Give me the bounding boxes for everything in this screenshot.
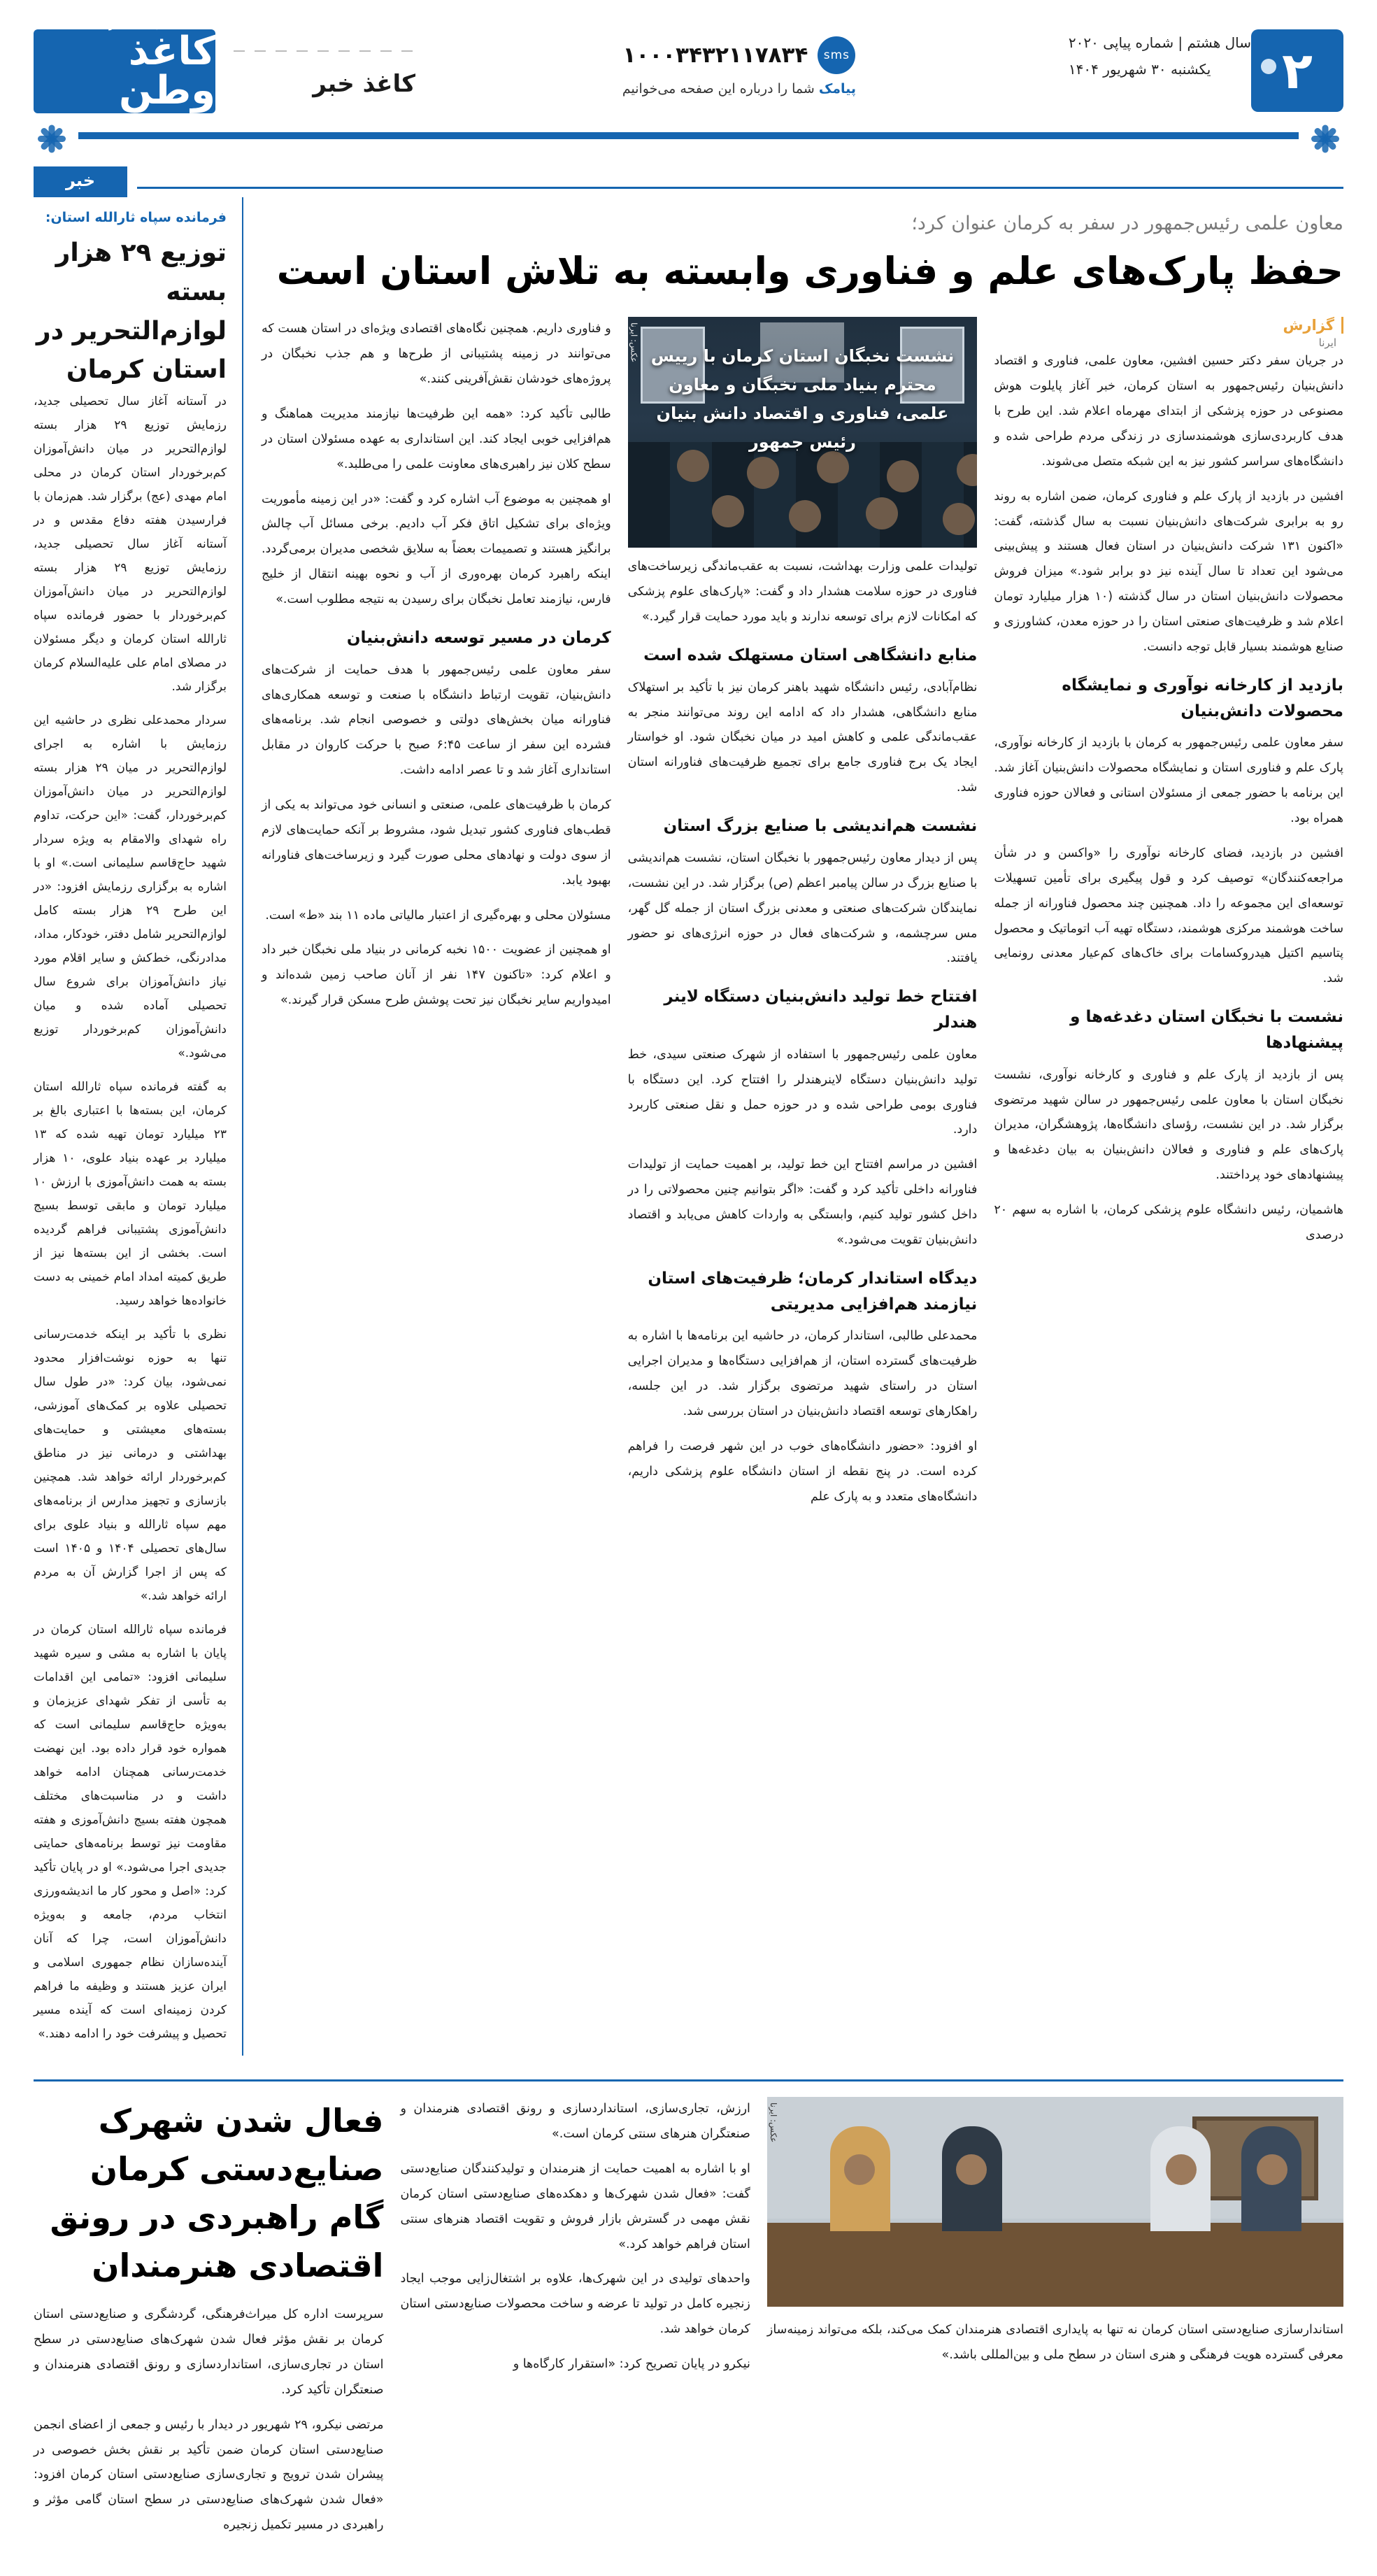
lead-photo [628, 317, 978, 548]
logo-tagline-bottom: روزنامه صبح پیام‌رسان استان کرمان و ایران [48, 115, 201, 124]
page-number: ۲ [1282, 41, 1313, 100]
lead-col-1-paragraph: هاشمیان، رئیس دانشگاه علوم پزشکی کرمان، با اشاره به سهم ۲۰ درصدی [994, 1203, 1343, 1242]
lead-col-2-paragraph: تولیدات علمی وزارت بهداشت، نسبت به عقب‌ماندگی زیرساخت‌های فناوری در حوزه سلامت هشدار داد و گفت: «پارک‌های علوم پزشکی که امکانات لازم برای توسعه ندارند و باید مورد حمایت قرار گیرد.» [627, 560, 978, 625]
section-strip [0, 154, 1377, 197]
bottom-photo-col [767, 2097, 1343, 2548]
logo-tagline-top: اجتماعی، فرهنگی [85, 18, 164, 31]
lead-col-2-paragraph: او افزود: «حضور دانشگاه‌های خوب در این شهر فرصت را فراهم کرده است. در پنج نقطه از استان دانشگاه علوم پزشکی داریم، دانشگاه‌های متعدد و به پارک علم [627, 1439, 978, 1504]
lead-col-3-subheading: کرمان در مسیر توسعه دانش‌بنیان [346, 628, 611, 647]
lead-col-2-paragraph: نظام‌آبادی، رئیس دانشگاه شهید باهنر کرمان نیز با تأکید بر استهلاک منابع دانشگاهی، هشدار داد که ادامه این روند می‌توانند منجر به عقب‌ماندگی علمی و کاهش امید در میان نخبگان شود. او خواستار ایجاد یک برج فناوری جامع برای تجمیع ظرفیت‌های فناورانه استان شد. [627, 680, 978, 795]
report-source: ایرنا [1318, 336, 1336, 350]
lead-col-2-body [628, 555, 978, 1509]
lead-col-3-paragraph: طالبی تأکید کرد: «همه این ظرفیت‌ها نیازمند مدیریت هماهنگ و هم‌افزایی خوبی ایجاد کند. این استانداری به عهده مسئولان استان در سطح کلان نیز راهبری‌های معاونت علمی را می‌طلبد.» [261, 406, 611, 471]
sidebar-paragraph: نظری با تأکید بر اینکه خدمت‌رسانی تنها به حوزه نوشت‌افزار محدود نمی‌شود، بیان کرد: «در طول سال تحصیلی علاوه بر کمک‌های آموزشی، بسته‌های معیشتی و حمایت‌های بهداشتی و درمانی نیز در مناطق کم‌برخوردار ارائه خواهد شد. همچنین بازسازی و تجهیز مدارس از برنامه‌های مهم سپاه ثارالله و بنیاد علوی برای سال‌های تحصیلی ۱۴۰۴ و ۱۴۰۵ است که پس از اجرا گزارش آن به مردم ارائه خواهد شد.» [34, 1328, 227, 1604]
lead-col-2-subheading: نشست هم‌اندیشی با صنایع بزرگ استان [663, 817, 978, 836]
lead-col-1-paragraph: افشین در بازدید از پارک علم و فناوری کرمان، ضمن اشاره به روند رو به برابری شرکت‌های دانش‌بنیان نسبت به سال گذشته، گفت: «اکنون ۱۳۱ شرکت دانش‌بنیان در استان فعال هستند و پیش‌بینی می‌شود این تعداد تا سال آینده نیز دو برابر شود.» میزان فروش محصولات دانش‌بنیان استان در سال گذشته (۱۰ هزار میلیارد تومان اعلام شد و ظرفیت‌های صنعتی استان را در حوزه معدن، کشاورزی و صنایع هوشمند بسیار قابل توجه دانست. [994, 489, 1343, 654]
section-rule [137, 166, 1343, 189]
flower-icon-right [34, 118, 70, 154]
lead-photo-overlay-title: نشست نخبگان استان کرمان با رییس محترم بنیاد ملی نخبگان و معاون علمی، فناوری و اقتصاد دانش بنیان رئیس جمهور [650, 346, 955, 452]
lead-headline: حفظ پارک‌های علم و فناوری وابسته به تلاش استان است [276, 249, 1343, 293]
bottom-story [0, 2079, 1377, 2548]
report-tag: گزارش [994, 317, 1343, 334]
masthead [0, 0, 1377, 124]
sidebar-body [34, 390, 227, 2046]
bottom-col-1-paragraph: استاندارسازی صنایع‌دستی استان کرمان نه تنها به پایداری اقتصادی هنرمندان کمک می‌کند، بلکه می‌تواند زمینه‌ساز معرفی گسترده هویت فرهنگی و هنری استان در سطح ملی و بین‌المللی باشد.» [766, 2323, 1343, 2363]
sms-number: ۱۰۰۰۳۴۳۲۱۱۷۸۳۴ [622, 43, 808, 68]
masthead-divider [0, 118, 1377, 154]
dashed-divider [234, 50, 422, 52]
main-content [0, 197, 1377, 2056]
bottom-photo [767, 2097, 1343, 2307]
bottom-col-2-body [400, 2097, 750, 2377]
sidebar-kicker: فرمانده سپاه ثارالله استان: [45, 210, 227, 225]
logo-wordmark: کاغذ وطن [119, 29, 215, 113]
lead-col-3 [262, 317, 611, 1519]
sidebar-paragraph: به گفته فرمانده سپاه ثارالله استان کرمان، این بسته‌ها با اعتباری بالغ بر ۲۳ میلیارد تومان تهیه شده که ۱۳ میلیارد بر عهده بنیاد علوی، ۱۰ هزار بسته به همت دانش‌آموزی با ارزش ۱۰ میلیارد تومان و مابقی توسط بسیج دانش‌آموزی پشتیبانی فراهم گردیده است. بخشی از این بسته‌ها نیز از طریق کمیته امداد امام خمینی به دست خانواده‌ها خواهد رسید. [34, 1080, 227, 1309]
issue-meta [1056, 29, 1251, 83]
sidebar-paragraph: سردار محمدعلی نظری در حاشیه این رزمایش با اشاره به اجرای لوازم‌التحریر در میان ۲۹ هزار بسته لوازم‌التحریر در میان دانش‌آموزان کم‌برخوردار، گفت: «این حرکت، تداوم راه شهدای والامقام به ویژه سردار شهید حاج‌قاسم سلیمانی است.» او با اشاره به برگزاری رزمایش افزود: «در این طرح ۲۹ هزار بسته کامل لوازم‌التحریر شامل دفتر، خودکار، مداد، مدادرنگی، خط‌کش و سایر اقلام مورد نیاز دانش‌آموزان برای شروع سال تحصیلی آماده شده و میان دانش‌آموزان کم‌برخوردار توزیع می‌شود.» [34, 713, 227, 1061]
lead-col-3-paragraph: و فناوری داریم. همچنین نگاه‌های اقتصادی ویژه‌ای در استان هست که می‌توانند در زمینه پشتیبانی از طرح‌ها و هم جذب نخبگان در پروژه‌های خودشان نقش‌آفرینی کنند.» [261, 322, 611, 387]
sms-note [622, 81, 856, 97]
lead-col-1-subheading: بازدید از کارخانه نوآوری و نمایشگاه محصولات دانش‌بنیان [1062, 676, 1343, 720]
crescent-moon-icon [1261, 59, 1276, 74]
lead-story [262, 197, 1343, 2056]
lead-col-3-body [262, 317, 611, 1013]
bottom-col-2-paragraph: واحدهای تولیدی در این شهرک‌ها، علاوه بر اشتغال‌زایی موجب ایجاد زنجیره کامل در تولید تا عرضه و ساخت محصولات صنایع‌دستی استان کرمان خواهد شد. [400, 2272, 750, 2337]
lead-col-1 [994, 317, 1343, 1519]
bottom-columns [34, 2097, 1343, 2548]
sidebar-paragraph: فرمانده سپاه ثارالله استان کرمان در پایان با اشاره به مشی و سیره شهید سلیمانی افزود: «تمامی این اقدامات به تأسی از تفکر شهدای عزیزمان و به‌ویژه حاج‌قاسم سلیمانی است که همواره خود قرار داده بود. این نهضت خدمت‌رسانی همچنان ادامه خواهد داشت و در مناسبت‌های مختلف همچون هفته بسیج دانش‌آموزی و هفته مقاومت نیز توسط برنامه‌های حمایتی جدیدی اجرا می‌شود.» او در پایان تأکید کرد: «اصل و محور کار ما اندیشه‌ورزی انتخاب مردم، جامعه و به‌ویژه دانش‌آموزان است، چرا که آنان آینده‌سازان نظام جمهوری اسلامی و ایران عزیز هستند و وظیفه ما فراهم کردن زمینه‌ای است که آینده مسیر تحصیل و پیشرفت خود را ادامه دهند.» [34, 1623, 227, 2042]
lead-col-2-subheading: دیدگاه استاندار کرمان؛ ظرفیت‌های استان نیازمند هم‌افزایی مدیریتی [648, 1269, 978, 1314]
lead-col-3-paragraph: سفر معاون علمی رئیس‌جمهور با هدف حمایت از شرکت‌های دانش‌بنیان، تقویت ارتباط دانشگاه با صنعت و توسعه همکاری‌های فناورانه میان بخش‌های دولتی و خصوصی انجام شد. برنامه‌های فشرده این سفر از ساعت ۶:۴۵ صبح با حرکت کاروان در مقابل استانداری آغاز شد و تا عصر ادامه داشت. [261, 662, 611, 778]
sms-note-label: پیامک [818, 81, 857, 97]
bottom-col-3-paragraph: سرپرست اداره کل میراث‌فرهنگی، گردشگری و صنایع‌دستی استان کرمان بر نقش مؤثر فعال شدن شهرک‌های صنایع‌دستی در سطح استان در تجاری‌سازی، استانداردسازی و رونق اقتصادی هنرمندان و صنعتگران تأکید کرد. [33, 2307, 384, 2397]
lead-col-2-subheading: افتتاح خط تولید دانش‌بنیان دستگاه لاینر هندلر [664, 988, 978, 1032]
lead-kicker: معاون علمی رئیس‌جمهور در سفر به کرمان عنوان کرد؛ [911, 213, 1343, 234]
bottom-col-2-paragraph: ارزش، تجاری‌سازی، استانداردسازی و رونق اقتصادی هنرمندان و صنعتگران هنرهای سنتی کرمان است.» [400, 2102, 750, 2142]
bottom-col-2 [400, 2097, 750, 2548]
lead-col-3-paragraph: او همچنین از عضویت ۱۵۰۰ نخبه کرمانی در بنیاد ملی نخبگان خبر داد و اعلام کرد: «تاکنون ۱۴۷ نفر از آنان صاحب زمین شده‌اند و امیدواریم سایر نخبگان نیز تحت پوشش طرح مسکن قرار گیرند.» [261, 943, 611, 1008]
page-title: کاغذ خبر [313, 70, 415, 98]
bottom-col-2-paragraph: نیکرو در پایان تصریح کرد: «استقرار کارگاه‌ها و [513, 2357, 750, 2372]
lead-col-2-paragraph: معاون علمی رئیس‌جمهور با استفاده از شهرک صنعتی سیدی، خط تولید دانش‌بنیان دستگاه لاینرهندلر را افتتاح کرد. این دستگاه با فناوری بومی طراحی شده و در حوزه حمل و نقل صنعتی کاربرد دارد. [627, 1047, 978, 1137]
lead-col-3-paragraph: کرمان با ظرفیت‌های علمی، صنعتی و انسانی خود می‌تواند به یکی از قطب‌های فناوری کشور تبدیل شود، مشروط بر آنکه حمایت‌های لازم از سوی دولت و نهادهای محلی صورت گیرد و زیرساخت‌های فناورانه بهبود یابد. [261, 798, 611, 888]
bottom-col-3-paragraph: مرتضی نیکرو، ۲۹ شهریور در دیدار با رئیس و جمعی از اعضای انجمن صنایع‌دستی استان کرمان ضمن تأکید بر نقش بخش خصوصی در پیشران شدن ترویج و تجاری‌سازی صنایع‌دستی استان کرمان افزود: «فعال شدن شهرک‌های صنایع‌دستی در سطح استان گامی مؤثر و راهبردی در مسیر تکمیل زنجیره [33, 2417, 384, 2533]
sms-block [422, 29, 1056, 97]
flower-icon-left [1307, 118, 1343, 154]
lead-col-1-paragraph: پس از بازدید از پارک علم و فناوری و کارخانه نوآوری، نشست نخبگان استان با معاون علمی رئیس‌جمهور در سالن شهید مرتضوی برگزار شد. در این نشست، رؤسای دانشگاه‌ها، پژوهشگران، مدیران پارک‌های علم و فناوری و فعالان دانش‌بنیان به بیان دغدغه‌ها و پیشنهادهای خود پرداختند. [994, 1067, 1343, 1183]
paper-section-title [234, 29, 422, 98]
lead-col-3-paragraph: او همچنین به موضوع آب اشاره کرد و گفت: «در این زمینه مأموریت ویژه‌ای برای تشکیل اتاق فکر آب دادیم. برخی مسائل آب چالش برانگیز هستند و تصمیمات بعضاً به سلایق شخصی مدیران برمی‌گردد. اینکه راهبرد کرمان بهره‌وری از آب و نحوه بهینه انتقال از خلیج فارس، نیازمند تعامل نخبگان برای رسیدن به نتیجه مطلوب است.» [261, 492, 611, 607]
sms-note-text: شما را درباره این صفحه می‌خوانیم [622, 81, 815, 97]
sms-icon: sms [818, 36, 855, 74]
lead-col-3-paragraph: مسئولان محلی و بهره‌گیری از اعتبار مالیاتی ماده ۱۱ بند «ط» است. [265, 908, 611, 923]
issue-series: سال هشتم | شماره پیاپی ۲۰۲۰ [1068, 34, 1251, 51]
bottom-col-2-paragraph: او با اشاره به اهمیت حمایت از هنرمندان و تولیدکنندگان صنایع‌دستی گفت: «فعال شدن شهرک‌ها و دهکده‌های صنایع‌دستی استان کرمان نقش مهمی در گسترش بازار فروش و تقویت اقتصاد هنرهای سنتی استان فراهم خواهد کرد.» [400, 2161, 750, 2251]
lead-col-2-subheading: منابع دانشگاهی استان مستهلک شده است [643, 646, 978, 664]
lead-col-1-paragraph: در جریان سفر دکتر حسین افشین، معاون علمی، فناوری و اقتصاد دانش‌بنیان رئیس‌جمهور به استان کرمان، خبر آغاز پایلوت هوش مصنوعی در حوزه پزشکی از ابتدای مهرماه اعلام شد. این طرح با هدف کاربردی‌سازی هوشمندسازی در زندگی مردم طراحی شده و دانشگاه‌های سراسر کشور نیز به این شبکه متصل می‌شوند. [994, 354, 1343, 469]
sidebar-paragraph: در آستانه آغاز سال تحصیلی جدید، رزمایش توزیع ۲۹ هزار بسته لوازم‌التحریر در میان دانش‌آموزان کم‌برخوردار استان کرمان در محلی امام مهدی (عج) برگزار شد. هم‌زمان با فرارسیدن هفته دفاع مقدس و در آستانه آغاز سال تحصیلی جدید، رزمایش توزیع ۲۹ هزار بسته لوازم‌التحریر در میان دانش‌آموزان کم‌برخوردار با حضور فرمانده سپاه ثارالله استان کرمان و دیگر مسئولان در مصلای امام علی علیه‌السلام کرمان برگزار شد. [34, 394, 227, 695]
lead-col-1-paragraph: سفر معاون علمی رئیس‌جمهور به کرمان با بازدید از کارخانه نوآوری، پارک علم و فناوری استان و نمایشگاه محصولات دانش‌بنیان آغاز شد. این برنامه با حضور جمعی از مسئولان استانی و فعالان حوزه فناوری همراه بود. [994, 736, 1343, 826]
lead-photo-credit: عکس: ایرنا [629, 322, 639, 363]
lead-col-2-paragraph: محمدعلی طالبی، استاندار کرمان، در حاشیه این برنامه‌ها با اشاره به ظرفیت‌های گسترده استان، از هم‌افزایی دستگاه‌ها و مدیران اجرایی استان در راستای شهید مرتضوی برگزار شد. در این جلسه، راهکارهای توسعه اقتصاد دانش‌بنیان در استان بررسی شد. [627, 1329, 978, 1419]
divider-bar [78, 132, 1299, 139]
brand-block [34, 18, 422, 124]
lead-columns [262, 317, 1343, 1519]
issue-block [1056, 29, 1343, 112]
bottom-headline: فعال شدن شهرک صنایع‌دستی کرمان گام راهبردی در رونق اقتصادی هنرمندان [50, 2102, 384, 2285]
bottom-photo-credit: عکس: ایرنا [768, 2102, 778, 2143]
lead-col-1-subheading: نشست با نخبگان استان دغدغه‌ها و پیشنهادها [1070, 1008, 1343, 1052]
lead-col-2 [628, 317, 978, 1519]
bottom-col-1-body [767, 2318, 1343, 2368]
sidebar-story [34, 197, 243, 2056]
lead-col-1-paragraph: افشین در بازدید، فضای کارخانه نوآوری را «واکسن و در شأن مراجعه‌کنندگان» توصیف کرد و قول پیگیری برای تأمین تسهیلات توسعه‌ای این مجموعه را داد. همچنین چند محصول فناورانه از جمله ساخت هوشمند مرکزی هوشمند، دستگاه تهیه آب اتوماتیک و محصول پتاسیم اکتیل هیدروکسامات برای خاک‌های کم‌عیار معدنی رونمایی شد. [994, 846, 1343, 986]
section-label: خبر [34, 166, 127, 197]
bottom-col-3-body [34, 2303, 383, 2538]
lead-col-1-body [994, 349, 1343, 1248]
bottom-col-3 [34, 2097, 383, 2548]
page-number-badge [1251, 29, 1343, 112]
bottom-divider [34, 2079, 1343, 2082]
lead-col-2-paragraph: پس از دیدار معاون رئیس‌جمهور با نخبگان استان، نشست هم‌اندیشی با صنایع بزرگ در سالن پیامبر اعظم (ص) برگزار شد. در این نشست، نمایندگان شرکت‌های صنعتی و معدنی بزرگ استان از جمله گل گهر، مس سرچشمه، و شرکت‌های فعال در حوزه انرژی‌های نو حضور یافتند. [627, 851, 978, 966]
sidebar-headline: توزیع ۲۹ هزار بسته لوازم‌التحریر در استان کرمان [36, 239, 227, 385]
issue-date: یکشنبه ۳۰ شهریور ۱۴۰۴ [1068, 61, 1211, 78]
logo [34, 18, 215, 124]
lead-col-2-paragraph: افشین در مراسم افتتاح این خط تولید، بر اهمیت حمایت از تولیدات فناورانه داخلی تأکید کرد و گفت: «اگر بتوانیم چنین محصولاتی را در داخل کشور تولید کنیم، وابستگی به واردات کاهش می‌یابد و اقتصاد دانش‌بنیان تقویت می‌شود.» [627, 1158, 978, 1247]
meeting-table [767, 2223, 1343, 2307]
sms-line [623, 36, 856, 74]
